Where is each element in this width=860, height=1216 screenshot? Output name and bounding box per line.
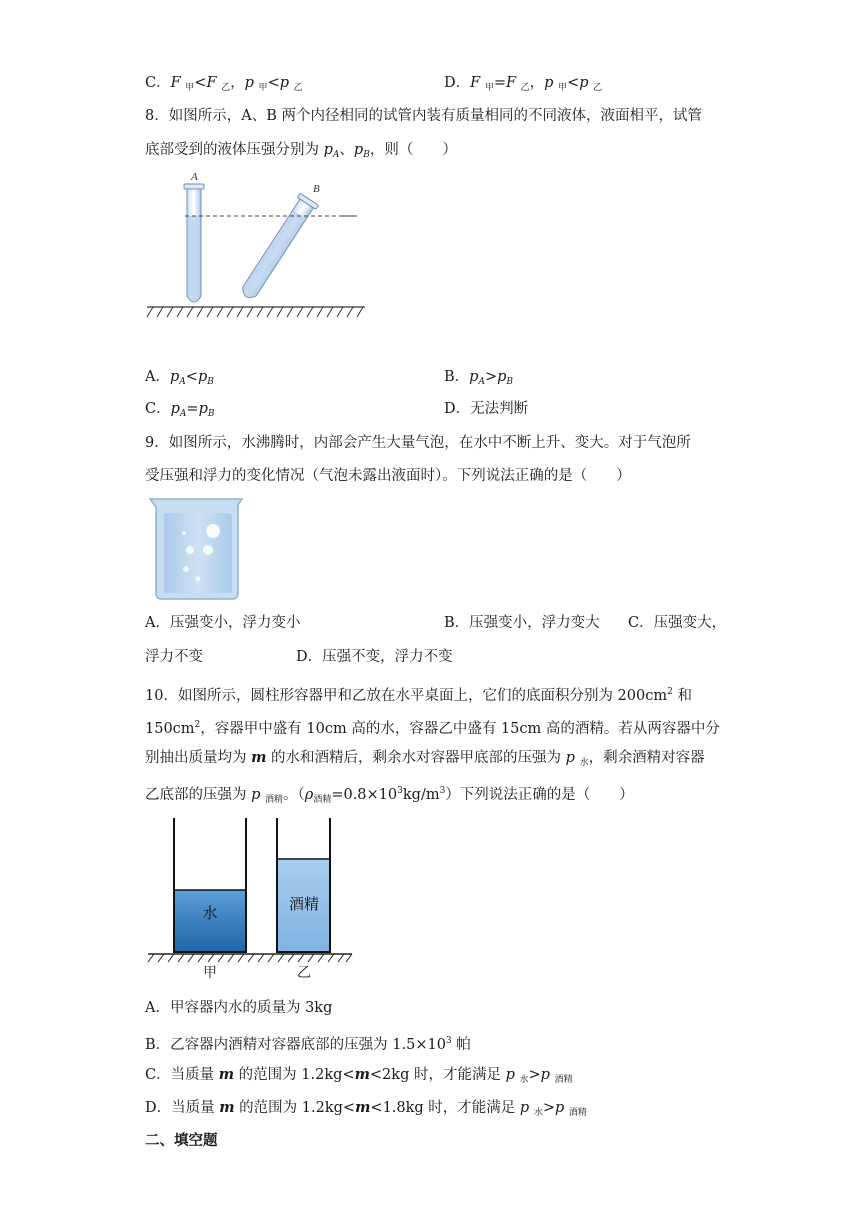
bubble-icon [182,531,186,535]
tube-a-label: A [191,171,198,183]
q10-option-b: B．乙容器内酒精对容器底部的压强为 $1.5\times 10^3$ 帕 [145,1036,471,1053]
q10-stem-line2: $150cm^2$，容器甲中盛有 10cm 高的水，容器乙中盛有 15cm 高的酒精。若从两容器中分 [145,720,720,737]
q8-option-a: A．$p_A<p_B$ [145,369,214,387]
q8-test-tubes-figure [145,168,370,323]
bubble-icon [203,545,213,555]
label-yi: 乙 [297,965,311,981]
label-jia: 甲 [203,965,217,981]
q10-option-c: C．当质量 m 的范围为 1.2kg<m<2kg 时，才能满足 p $_水$>p $_{酒精}$ [145,1066,573,1085]
q9-stem-line1: 9．如图所示，水沸腾时，内部会产生大量气泡，在水中不断上升、变大。对于气泡所 [145,435,691,451]
q9-option-c-part2: 浮力不变 [145,649,203,665]
water-label: 水 [202,904,218,922]
bubble-icon [196,577,201,582]
tube-b-label: B [313,183,320,195]
bubble-icon [183,566,189,572]
q8-option-b: B．$p_A>p_B$ [444,369,514,387]
alcohol-label: 酒精 [288,895,320,913]
q10-option-a: A．甲容器内水的质量为 3kg [145,1000,333,1016]
q10-stem-line3: 别抽出质量均为 m 的水和酒精后，剩余水对容器甲底部的压强为 p $_水$，剩余酒精对容器 [145,749,705,768]
q8-option-c: C．$p_A=p_B$ [145,401,215,419]
q9-beaker-figure [146,493,246,603]
q9-option-c-part1: C．压强变大， [628,615,727,631]
section-heading-fill-in: 二、填空题 [145,1133,218,1149]
q9-stem-line2: 受压强和浮力的变化情况（气泡未露出液面时）。下列说法正确的是（ ） [145,468,631,484]
q9-option-a: A．压强变小，浮力变小 [145,615,301,631]
bubble-icon [186,546,194,554]
q10-option-d: D．当质量 m 的范围为 1.2kg<m<1.8kg 时，才能满足 p $_水$>p $_{酒精}$ [145,1099,587,1118]
q9-option-d: D．压强不变，浮力不变 [296,649,453,665]
q7-option-d: D．F $_甲$=F $_乙$，p $_甲$<p $_乙$ [444,75,603,93]
q10-stem-line4: 乙底部的压强为 p $_{酒精}$。$(\rho_{酒精}=0.8\times 10^3kg/m^3)$下列说法正确的是（ ） [145,786,634,805]
q10-containers-figure [146,814,366,984]
q8-stem-line2: 底部受到的液体压强分别为 $p_A$、$p_B$，则（ ） [145,142,457,160]
q8-stem-line1: 8．如图所示，A、B 两个内径相同的试管内装有质量相同的不同液体，液面相平，试管 [145,108,702,124]
q10-stem-line1: 10．如图所示，圆柱形容器甲和乙放在水平桌面上，它们的底面积分别为 $200cm^2$ 和 [145,687,692,704]
q7-option-c: C．F $_甲$<F $_乙$，p $_甲$<p $_乙$ [145,75,303,93]
q9-option-b: B．压强变小，浮力变大 [444,615,600,631]
q8-option-d: D．无法判断 [444,401,529,417]
bubble-icon [206,524,220,538]
